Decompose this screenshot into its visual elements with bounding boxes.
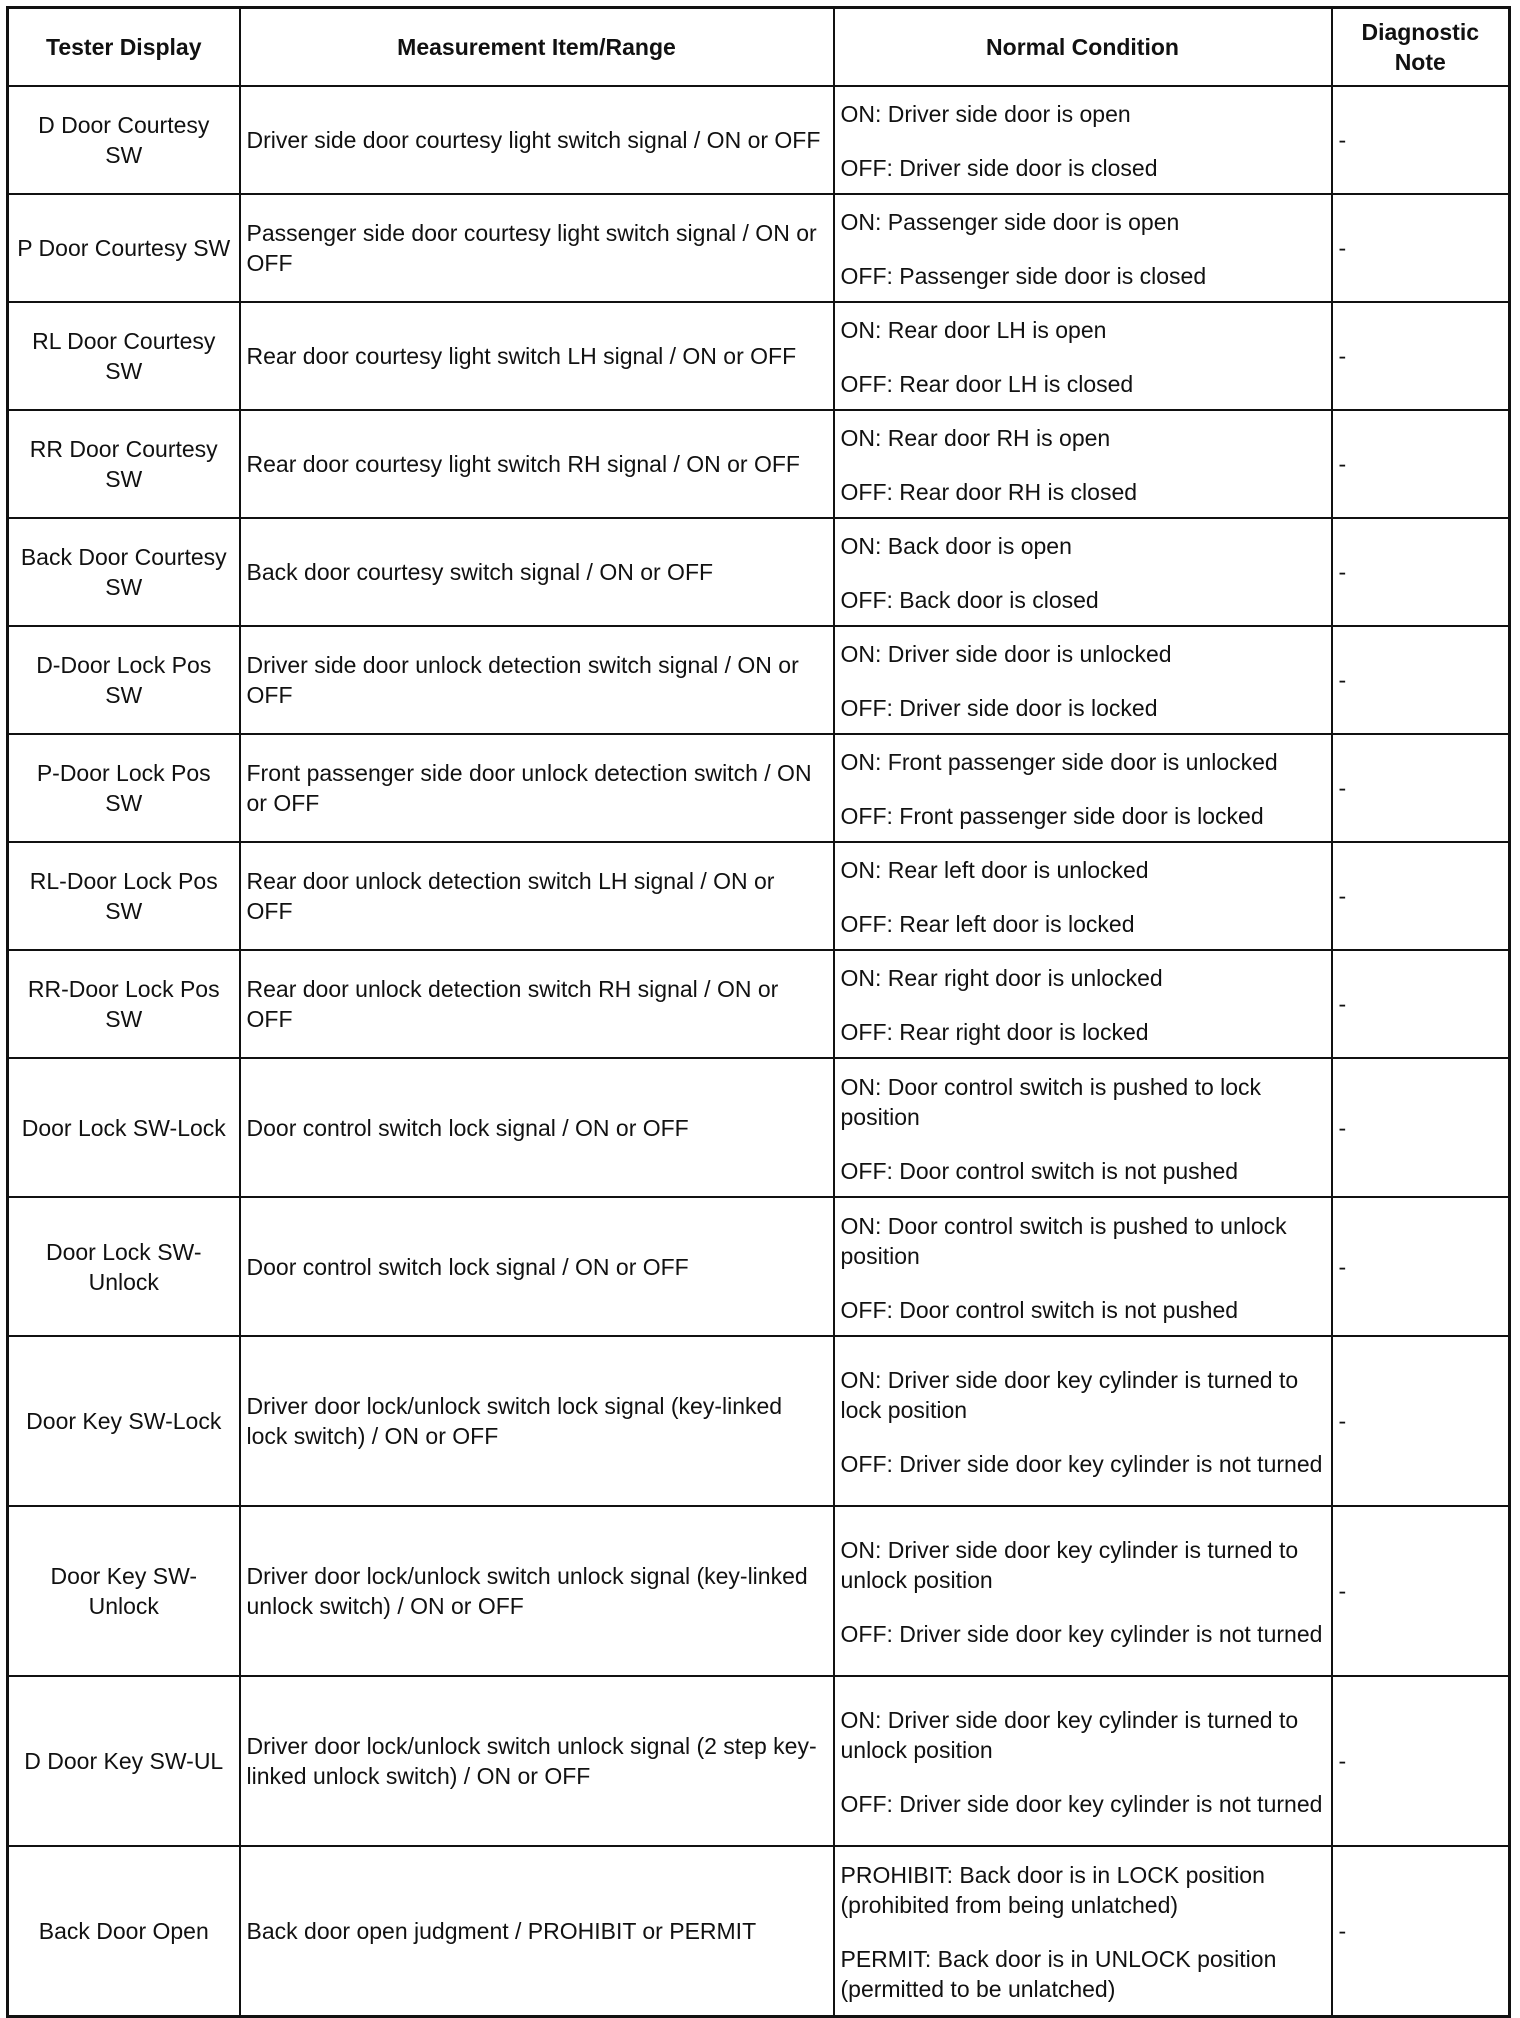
off-condition: OFF: Rear door RH is closed (840, 479, 1138, 505)
on-condition: ON: Driver side door key cylinder is turned to unlock position (840, 1707, 1299, 1763)
on-condition: ON: Front passenger side door is unlocked (840, 749, 1278, 775)
off-condition: OFF: Driver side door is closed (840, 155, 1158, 181)
off-condition: OFF: Door control switch is not pushed (840, 1296, 1239, 1323)
header-normal-condition: Normal Condition (834, 8, 1332, 87)
table-row (8, 1336, 1510, 1506)
tester-display-cell: Door Key SW-Lock (8, 1336, 240, 1506)
normal-condition-cell (834, 410, 1332, 518)
tester-display-cell: RL-Door Lock Pos SW (8, 842, 240, 950)
header-measurement: Measurement Item/Range (240, 8, 834, 87)
normal-condition-cell (834, 626, 1332, 734)
measurement-cell: Rear door unlock detection switch LH signal / ON or OFF (240, 842, 834, 950)
diagnostic-note-cell: - (1332, 86, 1510, 194)
off-condition: OFF: Driver side door is locked (840, 695, 1158, 721)
measurement-cell: Front passenger side door unlock detection switch / ON or OFF (240, 734, 834, 842)
on-condition: ON: Driver side door key cylinder is turned to unlock position (840, 1537, 1299, 1593)
tester-display-cell: Door Lock SW-Lock (8, 1058, 240, 1197)
on-condition: ON: Back door is open (840, 533, 1072, 559)
normal-condition-cell (834, 518, 1332, 626)
tester-display-cell: D Door Key SW-UL (8, 1676, 240, 1846)
on-condition: ON: Driver side door key cylinder is turned to lock position (840, 1367, 1299, 1423)
measurement-cell: Driver door lock/unlock switch unlock signal (2 step key-linked unlock switch) / ON or OFF (240, 1676, 834, 1846)
table-row (8, 626, 1510, 734)
on-condition: ON: Door control switch is pushed to unlock position (840, 1212, 1287, 1269)
normal-condition-cell (834, 1197, 1332, 1336)
header-tester-display: Tester Display (8, 8, 240, 87)
measurement-cell: Passenger side door courtesy light switch signal / ON or OFF (240, 194, 834, 302)
off-condition: OFF: Driver side door key cylinder is not turned (840, 1621, 1323, 1647)
data-list-table (6, 6, 1511, 2018)
diagnostic-note-cell: - (1332, 950, 1510, 1058)
table-row (8, 842, 1510, 950)
measurement-cell: Rear door courtesy light switch LH signal / ON or OFF (240, 302, 834, 410)
normal-condition-cell (834, 1336, 1332, 1506)
diagnostic-note-cell: - (1332, 1336, 1510, 1506)
table-row (8, 1676, 1510, 1846)
diagnostic-note-cell: - (1332, 1846, 1510, 2017)
normal-condition-cell (834, 1058, 1332, 1197)
tester-display-cell: D-Door Lock Pos SW (8, 626, 240, 734)
diagnostic-note-cell: - (1332, 626, 1510, 734)
diagnostic-note-cell: - (1332, 302, 1510, 410)
normal-condition-cell (834, 302, 1332, 410)
table-row (8, 734, 1510, 842)
measurement-cell: Driver side door unlock detection switch signal / ON or OFF (240, 626, 834, 734)
normal-condition-cell (834, 194, 1332, 302)
diagnostic-note-cell: - (1332, 842, 1510, 950)
off-condition: OFF: Rear door LH is closed (840, 371, 1134, 397)
measurement-cell: Rear door courtesy light switch RH signal / ON or OFF (240, 410, 834, 518)
off-condition: PERMIT: Back door is in UNLOCK position (permitted to be unlatched) (840, 1946, 1277, 2002)
header-diagnostic-note: Diagnostic Note (1332, 8, 1510, 87)
table-row (8, 302, 1510, 410)
measurement-cell: Rear door unlock detection switch RH signal / ON or OFF (240, 950, 834, 1058)
diagnostic-note-cell: - (1332, 734, 1510, 842)
diagnostic-note-cell: - (1332, 518, 1510, 626)
off-condition: OFF: Rear right door is locked (840, 1019, 1149, 1045)
off-condition: OFF: Driver side door key cylinder is not turned (840, 1451, 1323, 1477)
normal-condition-cell (834, 1676, 1332, 1846)
table-row (8, 950, 1510, 1058)
normal-condition-cell (834, 734, 1332, 842)
table-row (8, 1197, 1510, 1336)
tester-display-cell: Back Door Courtesy SW (8, 518, 240, 626)
diagnostic-note-cell: - (1332, 1676, 1510, 1846)
tester-display-cell: Door Key SW-Unlock (8, 1506, 240, 1676)
normal-condition-cell (834, 950, 1332, 1058)
table-row (8, 518, 1510, 626)
tester-display-cell: P Door Courtesy SW (8, 194, 240, 302)
on-condition: ON: Door control switch is pushed to lock position (840, 1073, 1262, 1130)
tester-display-cell: Door Lock SW-Unlock (8, 1197, 240, 1336)
off-condition: OFF: Driver side door key cylinder is not turned (840, 1791, 1323, 1817)
measurement-cell: Door control switch lock signal / ON or OFF (240, 1197, 834, 1336)
normal-condition-cell (834, 1506, 1332, 1676)
tester-display-cell: P-Door Lock Pos SW (8, 734, 240, 842)
measurement-cell: Driver side door courtesy light switch signal / ON or OFF (240, 86, 834, 194)
diagnostic-note-cell: - (1332, 1506, 1510, 1676)
on-condition: ON: Rear door LH is open (840, 317, 1107, 343)
tester-display-cell: RL Door Courtesy SW (8, 302, 240, 410)
on-condition: ON: Driver side door is open (840, 101, 1131, 127)
off-condition: OFF: Passenger side door is closed (840, 263, 1207, 289)
diagnostic-note-cell: - (1332, 410, 1510, 518)
measurement-cell: Driver door lock/unlock switch lock signal (key-linked lock switch) / ON or OFF (240, 1336, 834, 1506)
measurement-cell: Driver door lock/unlock switch unlock signal (key-linked unlock switch) / ON or OFF (240, 1506, 834, 1676)
off-condition: OFF: Door control switch is not pushed (840, 1157, 1239, 1184)
tester-display-cell: RR-Door Lock Pos SW (8, 950, 240, 1058)
normal-condition-cell (834, 842, 1332, 950)
table-row (8, 1506, 1510, 1676)
on-condition: ON: Rear door RH is open (840, 425, 1111, 451)
tester-display-cell: Back Door Open (8, 1846, 240, 2017)
on-condition: ON: Passenger side door is open (840, 209, 1180, 235)
normal-condition-cell (834, 1846, 1332, 2017)
off-condition: OFF: Back door is closed (840, 587, 1099, 613)
tester-display-cell: D Door Courtesy SW (8, 86, 240, 194)
normal-condition-cell (834, 86, 1332, 194)
measurement-cell: Back door open judgment / PROHIBIT or PERMIT (240, 1846, 834, 2017)
on-condition: PROHIBIT: Back door is in LOCK position (prohibited from being unlatched) (840, 1862, 1265, 1918)
on-condition: ON: Rear right door is unlocked (840, 965, 1163, 991)
tester-display-cell: RR Door Courtesy SW (8, 410, 240, 518)
off-condition: OFF: Front passenger side door is locked (840, 803, 1264, 829)
table-row (8, 1846, 1510, 2017)
table-row (8, 410, 1510, 518)
table-row (8, 86, 1510, 194)
diagnostic-note-cell: - (1332, 194, 1510, 302)
measurement-cell: Door control switch lock signal / ON or OFF (240, 1058, 834, 1197)
off-condition: OFF: Rear left door is locked (840, 911, 1135, 937)
measurement-cell: Back door courtesy switch signal / ON or OFF (240, 518, 834, 626)
on-condition: ON: Rear left door is unlocked (840, 857, 1149, 883)
diagnostic-note-cell: - (1332, 1197, 1510, 1336)
table-row (8, 194, 1510, 302)
diagnostic-note-cell: - (1332, 1058, 1510, 1197)
table-row (8, 1058, 1510, 1197)
on-condition: ON: Driver side door is unlocked (840, 641, 1172, 667)
header-row (8, 8, 1510, 87)
